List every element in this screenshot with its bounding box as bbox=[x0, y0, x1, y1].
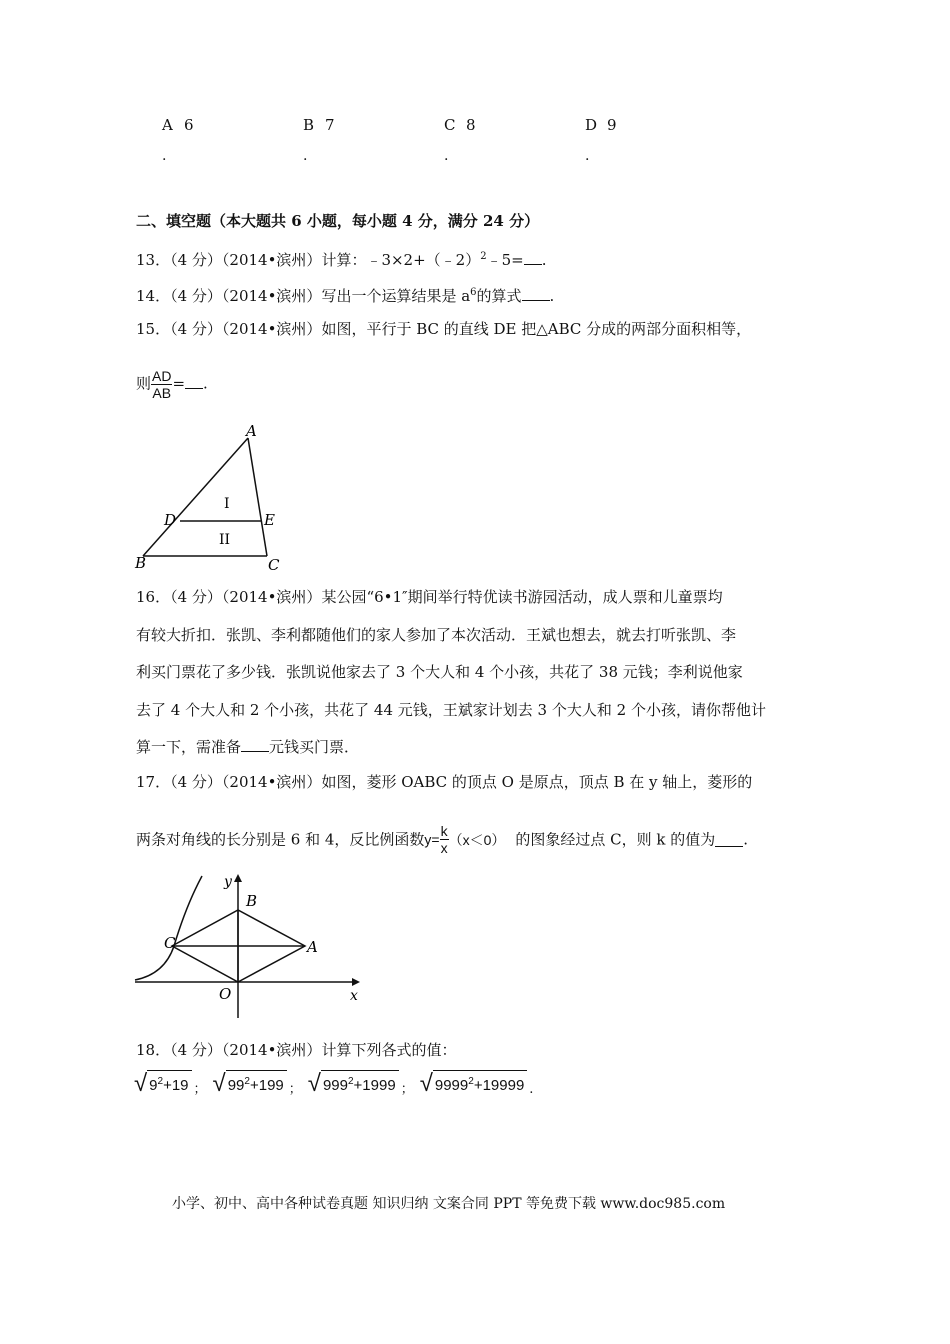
choice-value: 9 bbox=[607, 116, 617, 134]
question-end: . bbox=[549, 287, 555, 305]
question-16-line-3: 利买门票花了多少钱．张凯说他家去了 3 个大人和 4 个小孩，共花了 38 元钱；李利说他家 bbox=[136, 663, 743, 681]
choice-d bbox=[585, 116, 617, 134]
question-17 bbox=[136, 772, 752, 792]
vertex-label-a: A bbox=[246, 422, 257, 440]
choice-dot: . bbox=[162, 148, 167, 164]
question-source: （2014•滨州） bbox=[221, 773, 322, 791]
region-label-2: II bbox=[219, 532, 231, 548]
answer-blank bbox=[524, 250, 542, 265]
question-text-2: ﹣5= bbox=[486, 251, 524, 269]
question-15-answer-line bbox=[136, 368, 208, 401]
sqrt-expression bbox=[134, 1070, 192, 1097]
choice-dot: . bbox=[585, 148, 590, 164]
page-footer: 小学、初中、高中各种试卷真题 知识归纳 文案合同 PPT 等免费下载 www.doc985.com bbox=[172, 1196, 726, 1212]
choice-value: 7 bbox=[325, 116, 335, 134]
question-text-2: 元钱买门票． bbox=[269, 738, 360, 756]
separator: ； bbox=[400, 1082, 414, 1097]
question-13 bbox=[136, 247, 547, 270]
radicand bbox=[147, 1070, 191, 1097]
radical-sign: √ bbox=[419, 1070, 433, 1097]
rhombus-figure bbox=[130, 868, 370, 1023]
radicand-addend: +199 bbox=[249, 1077, 284, 1094]
question-text: 写出一个运算结果是 a bbox=[321, 287, 471, 305]
radical-sign: √ bbox=[212, 1070, 226, 1097]
vertex-label-b: B bbox=[135, 554, 147, 572]
sqrt-expression bbox=[308, 1070, 399, 1097]
choice-letter: B bbox=[303, 116, 315, 134]
radicand-base: 9999 bbox=[434, 1077, 469, 1094]
question-number: 16． bbox=[136, 588, 171, 606]
question-16 bbox=[136, 587, 723, 607]
question-source: （2014•滨州） bbox=[221, 287, 322, 305]
vertex-label-b: B bbox=[246, 892, 258, 910]
radicand-base: 99 bbox=[227, 1077, 245, 1094]
question-end: . bbox=[541, 251, 547, 269]
question-points: （4 分） bbox=[170, 287, 222, 305]
choice-c bbox=[444, 116, 476, 134]
axis-label-x: x bbox=[350, 988, 358, 1004]
vertex-label-o: O bbox=[219, 985, 232, 1003]
question-text: 如图，平行于 BC 的直线 DE 把△ABC 分成的两部分面积相等， bbox=[321, 320, 752, 338]
vertex-label-c: C bbox=[164, 934, 176, 952]
vertex-label-c: C bbox=[268, 556, 280, 574]
question-source: （2014•滨州） bbox=[221, 251, 322, 269]
question-17-line-2 bbox=[136, 823, 748, 856]
answer-blank bbox=[185, 374, 203, 389]
question-16-line-4: 去了 4 个大人和 2 个小孩，共花了 44 元钱，王斌家计划去 3 个大人和 2 个小孩，请你帮他计 bbox=[136, 701, 766, 719]
choice-letter: C bbox=[444, 116, 456, 134]
triangle-figure bbox=[130, 420, 290, 575]
question-16-line-2: 有较大折扣．张凯、李利都随他们的家人参加了本次活动．王斌也想去，就去打听张凯、李 bbox=[136, 626, 737, 644]
exponent: 2 bbox=[157, 1076, 164, 1087]
separator: ； bbox=[193, 1082, 207, 1097]
region-label-1: I bbox=[224, 496, 230, 512]
equals-sign: = bbox=[172, 374, 186, 393]
sqrt-expression bbox=[420, 1070, 528, 1097]
question-points: （4 分） bbox=[170, 588, 222, 606]
radicand-base: 999 bbox=[322, 1077, 348, 1094]
question-source: （2014•滨州） bbox=[221, 588, 322, 606]
exponent: 2 bbox=[480, 251, 487, 262]
exponent: 6 bbox=[470, 287, 477, 298]
vertex-label-d: D bbox=[164, 511, 177, 529]
choice-letter: D bbox=[585, 116, 598, 134]
question-14 bbox=[136, 283, 554, 306]
sqrt-expression-row bbox=[134, 1070, 533, 1097]
question-text: 某公园“6•1″期间举行特优读书游园活动，成人票和儿童票均 bbox=[321, 588, 723, 606]
question-text: 计算下列各式的值： bbox=[321, 1041, 457, 1059]
question-end: . bbox=[203, 374, 208, 393]
choice-value: 8 bbox=[466, 116, 476, 134]
fraction-numerator: AD bbox=[152, 368, 172, 384]
question-18 bbox=[136, 1040, 456, 1060]
question-source: （2014•滨州） bbox=[221, 320, 322, 338]
radicand-addend: +19 bbox=[163, 1077, 189, 1094]
answer-blank bbox=[522, 286, 550, 301]
question-points: （4 分） bbox=[170, 320, 222, 338]
question-text-2: 的图象经过点 C，则 k 的值为 bbox=[515, 830, 716, 849]
exponent: 2 bbox=[468, 1076, 474, 1087]
question-points: （4 分） bbox=[170, 251, 222, 269]
function-fraction bbox=[440, 823, 449, 856]
question-number: 15． bbox=[136, 320, 171, 338]
choice-b bbox=[303, 116, 335, 134]
question-text: 计算：﹣3×2+（﹣2） bbox=[321, 251, 481, 269]
separator: ； bbox=[288, 1082, 302, 1097]
question-text-2: 的算式 bbox=[476, 287, 522, 305]
axis-label-y: y bbox=[224, 874, 232, 890]
question-16-line-5 bbox=[136, 737, 359, 757]
radical-sign: √ bbox=[134, 1070, 148, 1097]
question-end: . bbox=[743, 830, 749, 849]
choice-letter: A bbox=[162, 116, 173, 134]
radicand bbox=[226, 1070, 287, 1097]
question-source: （2014•滨州） bbox=[221, 1041, 322, 1059]
radicand bbox=[433, 1070, 527, 1097]
question-number: 14． bbox=[136, 287, 171, 305]
function-y: y= bbox=[424, 831, 440, 848]
question-number: 18． bbox=[136, 1041, 171, 1059]
question-text: 算一下，需准备 bbox=[136, 738, 242, 756]
question-15 bbox=[136, 319, 751, 339]
question-text: 两条对角线的长分别是 6 和 4，反比例函数 bbox=[136, 830, 425, 849]
exponent: 2 bbox=[347, 1076, 354, 1087]
choice-dot: . bbox=[303, 148, 308, 164]
function-numerator: k bbox=[440, 823, 448, 839]
radicand-addend: +1999 bbox=[353, 1077, 396, 1094]
vertex-label-e: E bbox=[264, 511, 275, 529]
question-prefix: 则 bbox=[136, 374, 152, 393]
exponent: 2 bbox=[244, 1076, 250, 1087]
choice-dot: . bbox=[444, 148, 449, 164]
question-number: 13． bbox=[136, 251, 171, 269]
question-text: 如图，菱形 OABC 的顶点 O 是原点，顶点 B 在 y 轴上，菱形的 bbox=[321, 773, 753, 791]
question-number: 17． bbox=[136, 773, 171, 791]
choice-value: 6 bbox=[184, 116, 194, 134]
radicand-base: 9 bbox=[149, 1077, 158, 1094]
answer-blank bbox=[241, 737, 269, 752]
separator: . bbox=[529, 1082, 534, 1097]
choice-a bbox=[162, 116, 194, 134]
function-condition: （x＜0） bbox=[448, 831, 506, 848]
answer-blank bbox=[715, 832, 743, 847]
question-points: （4 分） bbox=[170, 773, 222, 791]
vertex-label-a: A bbox=[307, 938, 318, 956]
radicand bbox=[321, 1070, 399, 1097]
section-title: 二、填空题（本大题共 6 小题，每小题 4 分，满分 24 分） bbox=[136, 212, 540, 230]
radical-sign: √ bbox=[307, 1070, 321, 1097]
sqrt-expression bbox=[213, 1070, 287, 1097]
fraction-denominator: AB bbox=[152, 385, 172, 401]
fraction bbox=[151, 368, 172, 401]
radicand-addend: +19999 bbox=[473, 1077, 525, 1094]
question-points: （4 分） bbox=[170, 1041, 222, 1059]
function-denominator: x bbox=[440, 840, 448, 856]
